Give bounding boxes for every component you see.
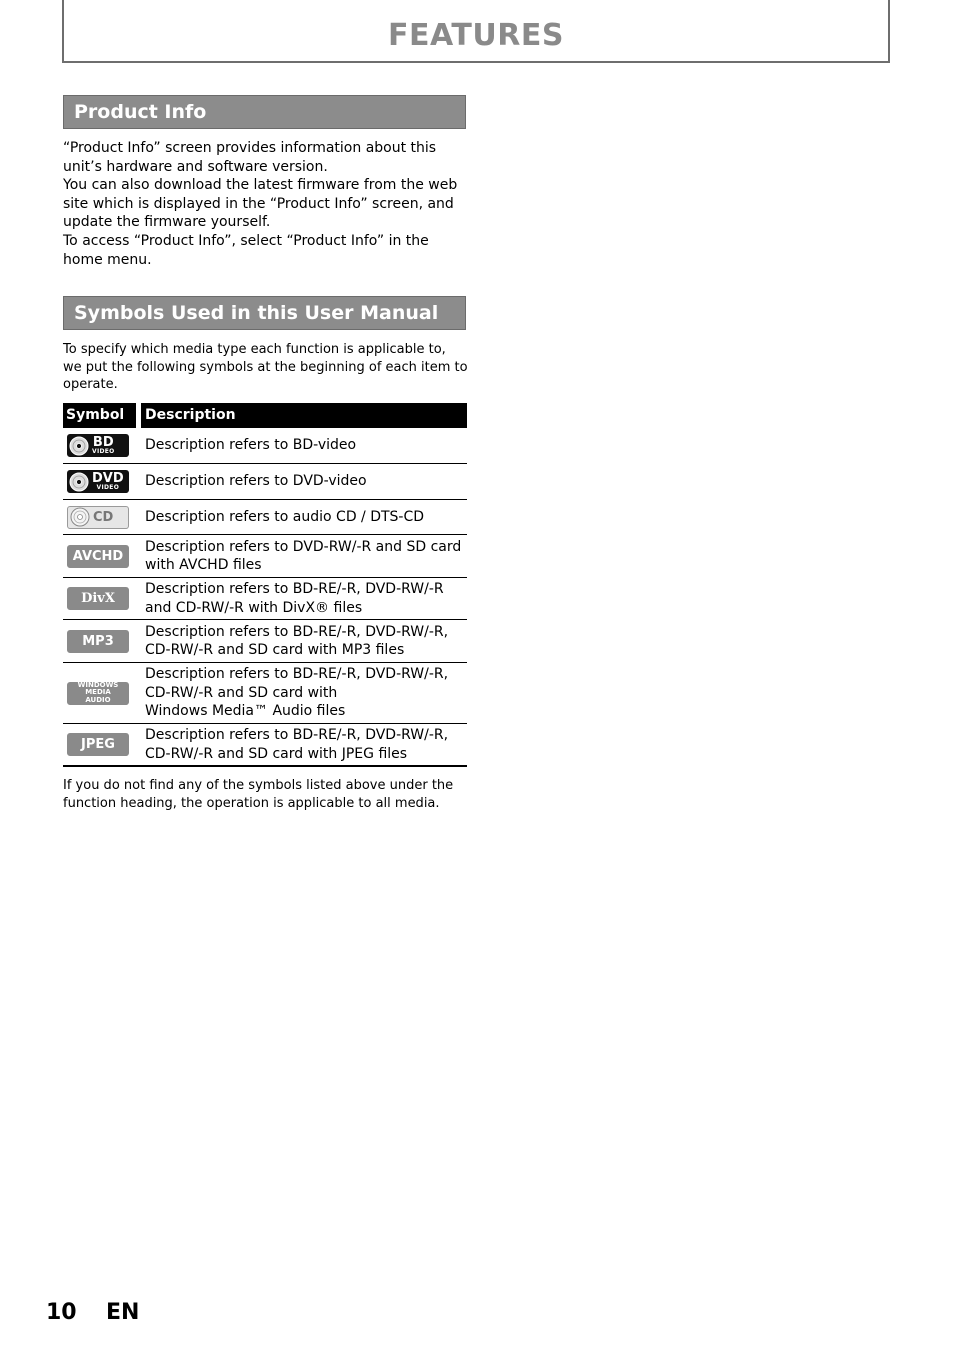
column-header-description: Description — [141, 403, 467, 428]
page-number: 10 — [46, 1300, 77, 1325]
section-heading-product-info: Product Info — [63, 95, 466, 129]
row-description: Description refers to BD-RE/-R, DVD-RW/-R, CD-RW/-R and SD card with JPEG files — [145, 727, 449, 762]
product-info-text — [63, 139, 468, 269]
page-title: FEATURES — [388, 18, 564, 53]
symbol-sublabel: VIDEO — [96, 484, 120, 491]
row-description: Description refers to audio CD / DTS-CD — [145, 508, 425, 525]
symbols-table — [63, 403, 467, 767]
row-description: Description refers to BD-RE/-R, DVD-RW/-R, CD-RW/-R and SD card with Windows Media™ Audio files — [145, 666, 449, 720]
symbol-label: CD — [93, 509, 114, 525]
cd-icon — [67, 506, 129, 529]
symbol-label-line: WINDOWS — [77, 680, 119, 689]
symbol-label: BD — [92, 435, 114, 450]
table-row — [63, 464, 467, 500]
windows-media-audio-icon — [67, 682, 129, 705]
table-row — [63, 724, 467, 767]
dvd-video-icon — [67, 470, 129, 493]
table-row — [63, 428, 467, 464]
symbol-sublabel: VIDEO — [92, 448, 115, 455]
row-description: Description refers to DVD-RW/-R and SD card with AVCHD files — [145, 538, 462, 573]
row-description: Description refers to DVD-video — [145, 473, 367, 490]
paragraph: To access “Product Info”, select “Product Info” in the home menu. — [63, 232, 429, 268]
row-description: Description refers to BD-RE/-R, DVD-RW/-R and CD-RW/-R with DivX® files — [145, 581, 444, 616]
table-row — [63, 620, 467, 663]
paragraph: “Product Info” screen provides information about this unit’s hardware and software version. — [63, 140, 437, 175]
table-header — [63, 403, 467, 428]
table-row — [63, 578, 467, 620]
table-row — [63, 535, 467, 578]
row-description: Description refers to BD-video — [145, 437, 357, 454]
symbols-footnote: If you do not find any of the symbols listed above under the function heading, the operation is applicable to all media. — [63, 778, 454, 811]
symbol-label-line: AUDIO — [85, 695, 111, 704]
row-description: Description refers to BD-RE/-R, DVD-RW/-R, CD-RW/-R and SD card with MP3 files — [145, 623, 449, 658]
section-heading-symbols: Symbols Used in this User Manual — [63, 296, 466, 330]
page-header — [62, 0, 890, 63]
table-row — [63, 663, 467, 724]
symbol-label: DVD — [92, 471, 124, 486]
column-header-symbol: Symbol — [63, 403, 136, 428]
symbol-label-line: MEDIA — [85, 688, 111, 697]
bd-video-icon — [67, 434, 129, 457]
mp3-icon: MP3 — [67, 630, 129, 653]
table-row — [63, 500, 467, 535]
jpeg-icon: JPEG — [67, 733, 129, 756]
avchd-icon: AVCHD — [67, 545, 129, 568]
paragraph: You can also download the latest firmware from the web site which is displayed in the “Product Info” screen, and update the firmware yourself. — [63, 177, 458, 231]
page-language: EN — [106, 1300, 140, 1325]
divx-icon: DivX — [67, 587, 129, 610]
symbols-intro: To specify which media type each function is applicable to, we put the following symbols at the beginning of each item to operate. — [63, 342, 468, 392]
